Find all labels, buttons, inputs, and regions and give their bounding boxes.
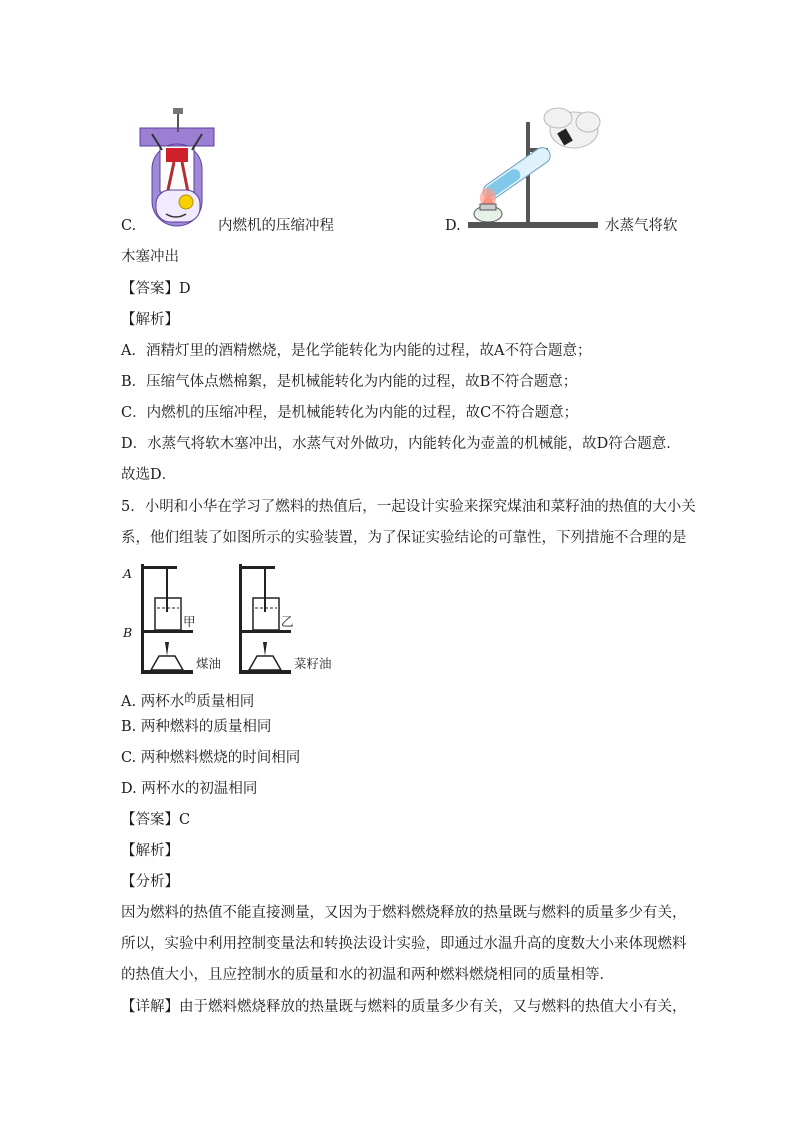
figure-label-b: B bbox=[123, 625, 133, 640]
option-c-text: 内燃机的压缩冲程 bbox=[218, 218, 334, 234]
xiangjie-label: 【详解】 bbox=[121, 999, 179, 1015]
answer-value: C bbox=[179, 812, 191, 828]
q5-option-a: A. 两杯水$^的$质量相同 bbox=[121, 691, 255, 710]
q5-option-d: D. 两杯水的初温相同 bbox=[121, 781, 258, 797]
q5-xiangjie bbox=[121, 997, 687, 1017]
q4-analysis-line: D．水蒸气将软木塞冲出，水蒸气对外做功，内能转化为壶盖的机械能，故D符合题意． bbox=[121, 436, 681, 452]
q5-option-b: B. 两种燃料的质量相同 bbox=[121, 719, 272, 735]
figure-label-jia: 甲 bbox=[183, 614, 196, 629]
option-d-letter: D. bbox=[445, 218, 461, 234]
q5-fenxi-line: 因为燃料的热值不能直接测量，又因为于燃料燃烧释放的热量既与燃料的质量多少有关， bbox=[121, 905, 687, 921]
figure-label-fuel1: 煤油 bbox=[196, 656, 222, 671]
answer-label: 【答案】 bbox=[121, 281, 179, 297]
option-d-text-1: 水蒸气将软 bbox=[605, 218, 678, 234]
q4-conclusion: 故选D． bbox=[121, 467, 177, 483]
q5-analysis-label: 【解析】 bbox=[121, 843, 179, 859]
q5-answer bbox=[121, 810, 190, 830]
q4-analysis-label: 【解析】 bbox=[121, 312, 179, 328]
steam-tube-figure bbox=[466, 104, 602, 230]
figure-label-a: A bbox=[123, 566, 133, 581]
option-c-letter: C. bbox=[121, 218, 137, 234]
xiangjie-text: 由于燃料燃烧释放的热量既与燃料的质量多少有关，又与燃料的热值大小有关， bbox=[179, 999, 687, 1015]
q5-stem-line: 系，他们组装了如图所示的实验装置，为了保证实验结论的可靠性，下列措施不合理的是 bbox=[121, 530, 687, 546]
figure-label-fuel2: 菜籽油 bbox=[294, 656, 332, 671]
q4-analysis-line: B．压缩气体点燃棉絮，是机械能转化为内能的过程，故B不符合题意； bbox=[121, 374, 578, 390]
q4-answer bbox=[121, 279, 191, 299]
q5-fenxi-line: 的热值大小，且应控制水的质量和水的初温和两种燃料燃烧相同的质量相等． bbox=[121, 967, 614, 983]
option-d-text-2: 木塞冲出 bbox=[121, 249, 179, 265]
answer-value: D bbox=[179, 281, 191, 297]
answer-label: 【答案】 bbox=[121, 812, 179, 828]
q4-analysis-line: C．内燃机的压缩冲程，是机械能转化为内能的过程，故C不符合题意； bbox=[121, 405, 579, 421]
q4-analysis-line: A．酒精灯里的酒精燃烧，是化学能转化为内能的过程，故A不符合题意； bbox=[121, 343, 592, 359]
q5-option-c: C. 两种燃料燃烧的时间相同 bbox=[121, 750, 301, 766]
q5-fenxi-label: 【分析】 bbox=[121, 874, 179, 890]
q5-fenxi-line: 所以，实验中利用控制变量法和转换法设计实验，即通过水温升高的度数大小来体现燃料 bbox=[121, 936, 687, 952]
engine-figure bbox=[138, 104, 216, 230]
figure-label-yi: 乙 bbox=[281, 614, 294, 629]
q5-stem-line: 5．小明和小华在学习了燃料的热值后，一起设计实验来探究煤油和菜籽油的热值的大小关 bbox=[121, 499, 696, 515]
